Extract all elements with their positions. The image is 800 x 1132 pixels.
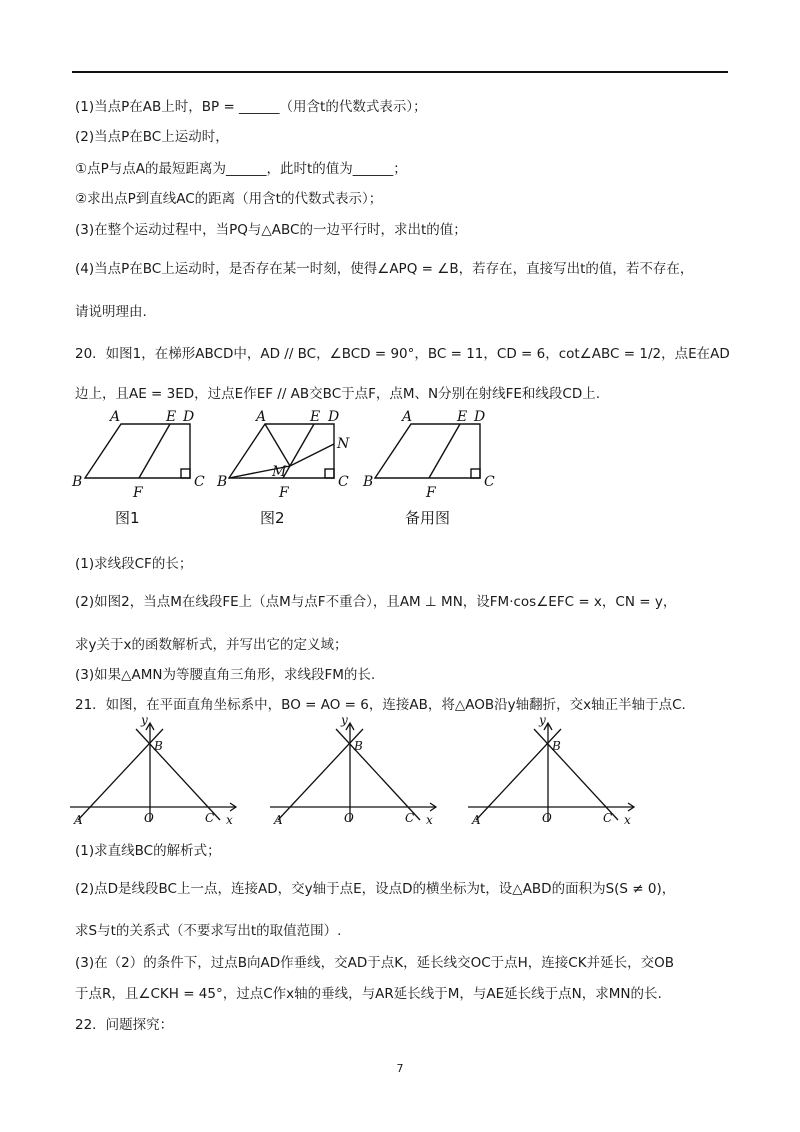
fig2-label-B: B [217, 474, 228, 490]
fig1-label-B: B [72, 474, 83, 490]
fig1-label-A: A [110, 409, 121, 425]
fig1-label-C: C [194, 474, 205, 490]
q21f2-A: A [274, 813, 283, 827]
q21-part1: (1)求直线BC的解析式； [75, 843, 221, 859]
q20-stem-cont: 边上，且AE = 3ED，过点E作EF // AB交BC于点F，点M、N分别在射线FE和线段CD上. [75, 386, 601, 402]
q19-part2-b: ②求出点P到直线AC的距离（用含t的代数式表示）； [75, 191, 383, 207]
q21f2-O: O [344, 811, 354, 825]
fig3-label-A: A [402, 409, 413, 425]
fig1-label-D: D [183, 409, 195, 425]
fig3-label-F: F [426, 485, 436, 501]
fig2-label-M: M [272, 464, 287, 480]
q21f3-O: O [542, 811, 552, 825]
fig3-caption: 备用图 [405, 509, 451, 527]
q21f1-y: y [141, 713, 148, 727]
q22-stem: 22．问题探究： [75, 1017, 174, 1033]
q19-part3: (3)在整个运动过程中，当PQ与△ABC的一边平行时，求出t的值； [75, 222, 467, 238]
q19-part4: (4)当点P在BC上运动时，是否存在某一时刻，使得∠APQ = ∠B，若存在，直接写出t的值，若不存在， [75, 261, 694, 277]
fig2-caption: 图2 [260, 509, 285, 527]
q21f1-x: x [226, 813, 233, 827]
q21f3-C: C [603, 811, 613, 825]
q21f2-x: x [426, 813, 433, 827]
q19-part1: (1)当点P在AB上时，BP = ______（用含t的代数式表示）； [75, 99, 427, 115]
q21f3-y: y [539, 713, 546, 727]
q19-part2-a: ①点P与点A的最短距离为______，此时t的值为______； [75, 161, 407, 177]
fig1-caption: 图1 [115, 509, 140, 527]
q21-part3: (3)在（2）的条件下，过点B向AD作垂线，交AD于点K，延长线交OC于点H，连接CK并延长，交OB [75, 955, 674, 971]
q21f2-y: y [341, 713, 348, 727]
q19-part2: (2)当点P在BC上运动时， [75, 129, 229, 145]
q20-part3: (3)如果△AMN为等腰直角三角形，求线段FM的长. [75, 667, 376, 683]
q19-part4-cont: 请说明理由. [75, 304, 147, 320]
q21f1-C: C [205, 811, 215, 825]
fig2-label-C: C [338, 474, 349, 490]
q21f3-B: B [552, 739, 561, 753]
q20-part2-cont: 求y关于x的函数解析式，并写出它的定义域； [75, 637, 348, 653]
header-rule [72, 71, 728, 73]
q21f1-A: A [74, 813, 83, 827]
fig1-label-E: E [166, 409, 177, 425]
fig3-label-D: D [474, 409, 486, 425]
q21-stem: 21．如图，在平面直角坐标系中，BO = AO = 6，连接AB，将△AOB沿y轴翻折，交x轴正半轴于点C. [75, 697, 686, 713]
q21f3-x: x [624, 813, 631, 827]
q21-part2-cont: 求S与t的关系式（不要求写出t的取值范围）. [75, 923, 342, 939]
fig2-label-A: A [256, 409, 267, 425]
q21f2-C: C [405, 811, 415, 825]
page-number: 7 [396, 1062, 404, 1075]
q20-figures [60, 408, 500, 533]
fig2-label-D: D [328, 409, 340, 425]
fig2-label-E: E [310, 409, 321, 425]
fig3-label-C: C [484, 474, 495, 490]
q21-part3-cont: 于点R，且∠CKH = 45°，过点C作x轴的垂线，与AR延长线于M，与AE延长线于点N，求MN的长. [75, 986, 662, 1002]
fig1-label-F: F [133, 485, 143, 501]
q21f1-O: O [144, 811, 154, 825]
fig3-label-B: B [363, 474, 374, 490]
q20-part2: (2)如图2，当点M在线段FE上（点M与点F不重合），且AM ⊥ MN，设FM·cos∠EFC = x，CN = y， [75, 594, 677, 610]
fig2-label-N: N [337, 436, 350, 452]
q21f2-B: B [354, 739, 363, 753]
q21-part2: (2)点D是线段BC上一点，连接AD，交y轴于点E，设点D的横坐标为t，设△ABD的面积为S(S ≠ 0)， [75, 881, 676, 897]
q21f3-A: A [472, 813, 481, 827]
fig3-label-E: E [457, 409, 468, 425]
q21-figures [60, 712, 660, 830]
q20-part1: (1)求线段CF的长； [75, 556, 193, 572]
q21f1-B: B [154, 739, 163, 753]
q20-stem: 20．如图1，在梯形ABCD中，AD // BC，∠BCD = 90°，BC = 11，CD = 6，cot∠ABC = 1/2，点E在AD [75, 346, 730, 362]
fig2-label-F: F [279, 485, 289, 501]
